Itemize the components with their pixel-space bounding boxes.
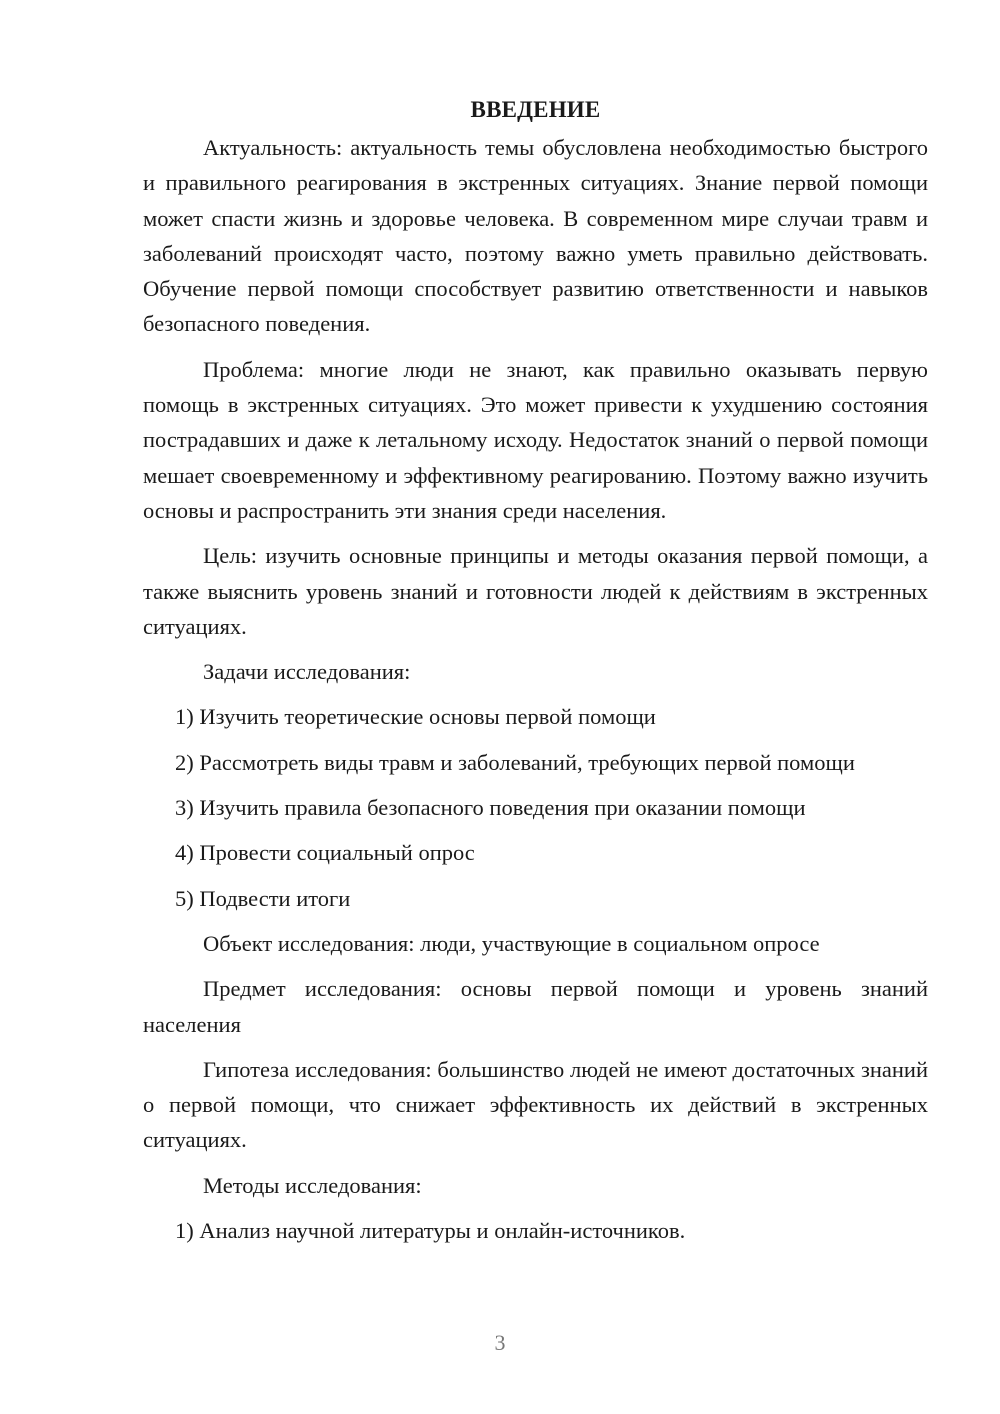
methods-heading: Методы исследования: [203, 1172, 422, 1198]
tasks-list [143, 699, 928, 915]
list-item: 1) Изучить теоретические основы первой помощи [175, 704, 656, 730]
list-item: 3) Изучить правила безопасного поведения при оказании помощи [175, 795, 806, 821]
page-title: ВВЕДЕНИЕ [470, 97, 601, 122]
list-item: 2) Рассмотреть виды травм и заболеваний, требующих первой помощи [175, 749, 855, 775]
paragraph-relevance: Актуальность: актуальность темы обусловлена необходимостью быстрого и правильного реагирования в экстренных ситуациях. Знание первой помощи может спасти жизнь и здоровье человека. В современном мире случаи травм и заболеваний происходят часто, поэтому важно уметь правильно действовать. Обучение первой помощи способствует развитию ответственности и навыков безопасного поведения. [143, 135, 928, 337]
paragraph-subject: Предмет исследования: основы первой помощи и уровень знаний населения [143, 976, 928, 1037]
document-page [143, 92, 928, 1258]
list-item: 5) Подвести итоги [175, 885, 351, 911]
paragraph-problem: Проблема: многие люди не знают, как правильно оказывать первую помощь в экстренных ситуациях. Это может привести к ухудшению состояния пострадавших и даже к летальному исходу. Недостаток знаний о первой помощи мешает своевременному и эффективному реагированию. Поэтому важно изучить основы и распространить эти знания среди населения. [143, 356, 928, 523]
paragraph-goal: Цель: изучить основные принципы и методы оказания первой помощи, а также выяснить уровень знаний и готовности людей к действиям в экстренных ситуациях. [143, 543, 928, 639]
list-item: 1) Анализ научной литературы и онлайн-источников. [175, 1218, 686, 1244]
paragraph-object: Объект исследования: люди, участвующие в социальном опросе [203, 930, 820, 956]
list-item: 4) Провести социальный опрос [175, 840, 475, 866]
page-number: 3 [494, 1330, 506, 1355]
tasks-heading: Задачи исследования: [203, 659, 411, 685]
methods-list [143, 1213, 928, 1248]
paragraph-hypothesis: Гипотеза исследования: большинство людей не имеют достаточных знаний о первой помощи, что снижает эффективность их действий в экстренных ситуациях. [143, 1056, 928, 1153]
